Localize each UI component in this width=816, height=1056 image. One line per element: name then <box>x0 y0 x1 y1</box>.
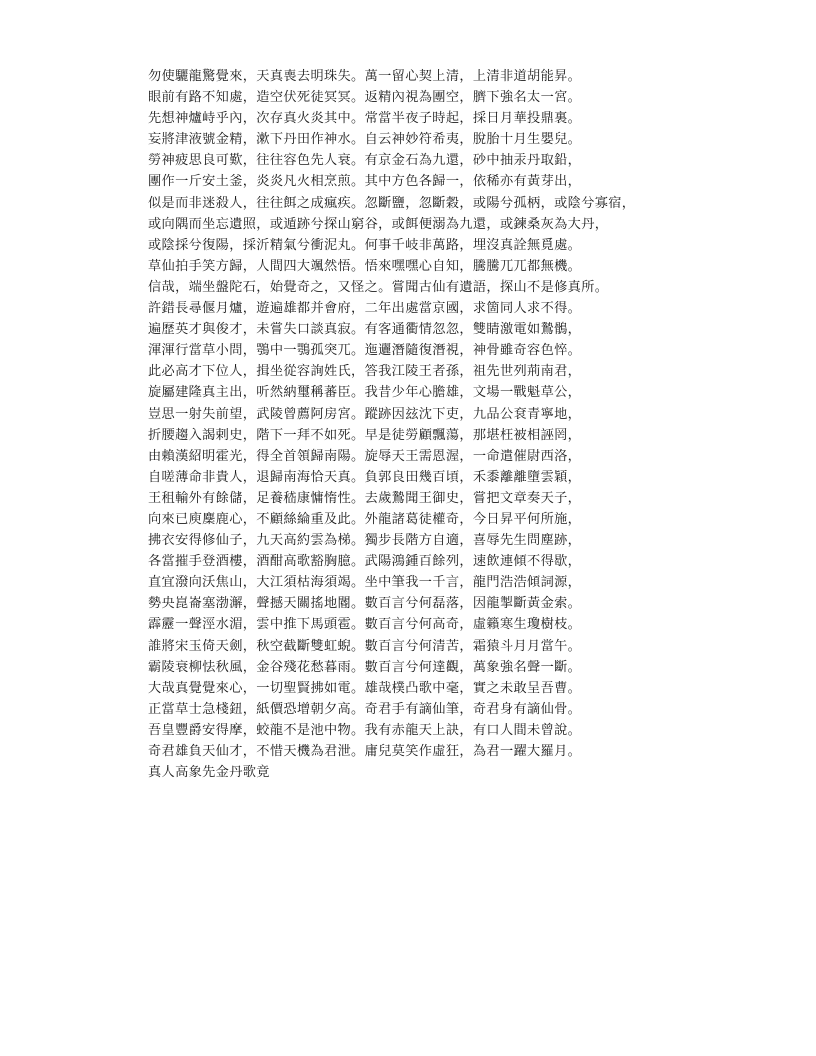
text-line-22: 向來已庾麇鹿心，不顧絲綸重及此。外龍諸葛徒權奇，今日昇平何所施， <box>148 511 582 527</box>
text-line-15: 此必高才下位人，揖坐從容詢姓氏，答我江陵王者孫，祖先世列荊南君， <box>148 364 582 380</box>
text-line-20: 自嗟薄命非貴人，退歸南海恰天真。負郭良田幾百頃，禾黍離離墮雲穎， <box>148 469 582 485</box>
text-line-24: 各當摧手登酒樓，酒酣高歌豁胸臆。武陽鴻鍾百餘列，速飲連傾不得歇， <box>148 554 582 570</box>
text-line-16: 旋屬建隆真主出，听然納璽稱蕃臣。我昔少年心膽雄，文場一戰魁草公， <box>148 385 582 401</box>
text-line-4: 妄將津液號金精，漱下丹田作神水。自云神妙符希夷，脫胎十月生嬰兒。 <box>148 132 582 148</box>
text-line-11: 信哉，端坐盤陀石，始覺奇之，又怪之。嘗聞古仙有遺語，探山不是修真所。 <box>148 279 609 295</box>
text-line-26: 勢央崑崙塞渤澥，聲撼天關搖地閽。數百言兮何磊落，因龍掣斷黃金索。 <box>148 596 582 612</box>
text-line-12: 許錯長尋偃月爐，遊遍雄都并會府，二年出處當京國，求箇同人求不得。 <box>148 301 582 317</box>
text-line-23: 拂衣安得修仙子，九天高約雲為梯。獨步長階方自適，喜辱先生問塵跡， <box>148 533 582 549</box>
text-line-25: 直宜潑向沃焦山，大江須枯海須竭。坐中筆我一千言，龍門浩浩傾詞源， <box>148 575 582 591</box>
text-line-9: 或陰採兮復陽，採沂精氣兮衝泥丸。何事千岐非萬路，埋沒真詮無覓處。 <box>148 237 582 253</box>
text-line-13: 遍歷英才與俊才，未嘗失口談真寂。有客通衢情忽忽，雙睛激電如鷙鶻， <box>148 322 582 338</box>
text-line-21: 王租輸外有餘儲，足養嵇康慵惰性。去歲鷙聞王御史，嘗把文章奏天子， <box>148 490 582 506</box>
text-line-2: 眼前有路不知處，造空伏死徒冥冥。返精內視為團空，臍下強名太一宮。 <box>148 90 582 106</box>
text-line-14: 渾渾行當草小問，鶚中一鶚孤突兀。迤邐潛隨復潛視，神骨雖奇容色悴。 <box>148 343 582 359</box>
text-line-17: 豈思一射失前望，武陵曾薦阿房宮。蹤跡因玆沈下吏，九品公袞青寧地， <box>148 406 582 422</box>
text-line-18: 折腰趨入謁剌史，階下一拜不如死。早是徒勞顧飄蕩，那堪枉被相誣罔， <box>148 427 582 443</box>
text-line-10: 草仙拍手笑方歸，人間四大颯然悟。悟來嘿嘿心自知，騰騰兀兀都無機。 <box>148 258 582 274</box>
text-line-1: 勿使驪龍驚覺來，天真喪去明珠失。萬一留心契上清，上清非道胡能昇。 <box>148 69 582 84</box>
text-line-31: 正當草士急棧鈕，紙價恐增朝夕高。奇君手有謫仙筆，奇君身有謫仙骨。 <box>148 701 582 717</box>
text-line-7: 似是而非迷殺人，往往餌之成瘋疾。忽斷鹽，忽斷穀，或陽兮孤柄，或陰兮寡宿， <box>148 195 636 211</box>
text-line-28: 誰將宋玉倚天劍，秋空截斷雙虹蜺。數百言兮何清苦，霜猿斗月月當午。 <box>148 638 582 654</box>
poem-text-block <box>148 66 788 783</box>
text-line-33: 奇君雄負天仙才，不惜天機為君泄。庸兒莫笑作虛狂，為君一躍大羅月。 <box>148 744 582 759</box>
text-line-19: 由賴漢紹明霍光，得全首領歸南陽。旋辱天王需恩渥，一命遣催尉西洛， <box>148 448 582 464</box>
text-line-3: 先想神爐峙乎內，次存真火炎其中。常當半夜子時起，採日月華投鼎裏。 <box>148 111 582 127</box>
text-line-29: 霸陵衰柳怯秋風，金谷殘花愁暮雨。數百言兮何達觀，萬象強名聲一斷。 <box>148 659 582 675</box>
text-line-6: 團作一斤安土釜，炎炎凡火相烹煎。其中方色各歸一，依稀亦有黃芽出， <box>148 174 582 190</box>
text-line-5: 勞神疲思良可歎，往往容色先人衰。有京金石為九還，砂中抽汞丹取鉛， <box>148 153 582 169</box>
text-line-27: 霹靂一聲涇水湄，雲中推下馬頭雹。數百言兮何高奇，虛籟寒生瓊樹枝。 <box>148 617 582 633</box>
closing-title-line: 真人高象先金丹歌竟 <box>148 765 270 781</box>
text-line-8: 或向隅而坐忘遺照，或遁跡兮探山窮谷，或餌便溺為九還，或鍊桑灰為大丹， <box>148 216 609 232</box>
text-line-32: 吾皇豐爵安得摩，蛟龍不是池中物。我有赤龍天上訣，有口人間未曾說。 <box>148 722 582 738</box>
text-line-30: 大哉真覺覺來心，一切聖賢拂如電。雄哉樸凸歌中毫，實之未敢呈吾曹。 <box>148 680 582 696</box>
